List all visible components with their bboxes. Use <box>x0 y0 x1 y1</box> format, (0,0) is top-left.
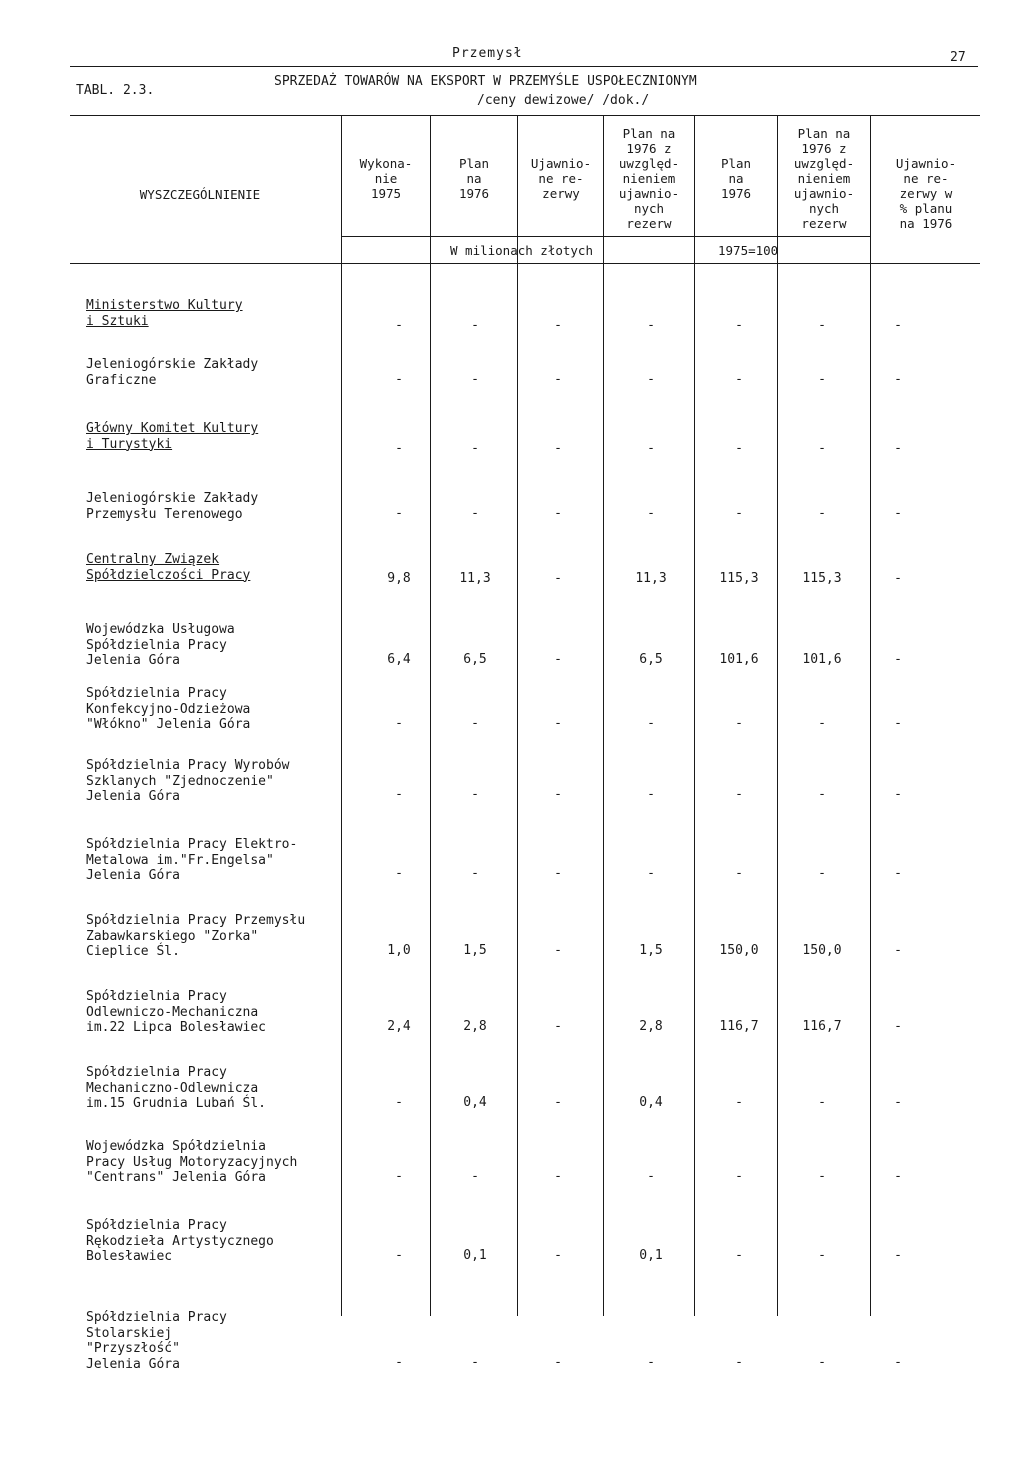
table-cell: - <box>647 372 655 387</box>
table-cell: 2,8 <box>639 1019 663 1034</box>
table-cell: - <box>894 441 902 456</box>
table-cell: - <box>818 1095 826 1110</box>
table-cell: 1,0 <box>387 943 411 958</box>
table-cell: - <box>395 1355 403 1370</box>
table-cell: - <box>554 787 562 802</box>
table-cell: - <box>894 652 902 667</box>
table-cell: - <box>395 441 403 456</box>
column-header-plan-1976-index: Plan na 1976 <box>720 156 752 201</box>
row-label: Spółdzielnia Pracy Odlewniczo-Mechaniczna im.22 Lipca Bolesławiec <box>86 989 267 1035</box>
table-cell: - <box>471 372 479 387</box>
table-title: SPRZEDAŻ TOWARÓW NA EKSPORT W PRZEMYŚLE USPOŁECZNIONYM <box>274 74 697 89</box>
table-cell: 0,4 <box>639 1095 663 1110</box>
table-cell: - <box>735 1169 743 1184</box>
table-cell: - <box>894 372 902 387</box>
table-cell: 150,0 <box>719 943 759 958</box>
table-cell: 115,3 <box>719 571 759 586</box>
row-label: Spółdzielnia Pracy Stolarskiej "Przyszłość" Jelenia Góra <box>86 1310 227 1372</box>
row-label: Centralny Związek Spółdzielczości Pracy <box>86 552 251 583</box>
table-cell: - <box>471 787 479 802</box>
table-cell: - <box>554 1095 562 1110</box>
table-cell: - <box>647 787 655 802</box>
column-header-reserves-percent: Ujawnio- ne re- zerwy w % planu na 1976 <box>895 156 957 231</box>
table-cell: - <box>554 372 562 387</box>
column-header-plan-with-reserves: Plan na 1976 z uwzględ- nieniem ujawnio- nych rezerw <box>618 126 680 231</box>
table-cell: - <box>554 652 562 667</box>
row-label: Spółdzielnia Pracy Rękodzieła Artystycznego Bolesławiec <box>86 1218 274 1264</box>
table-cell: - <box>554 1248 562 1263</box>
unit-index-label: 1975=100 <box>718 243 779 258</box>
row-label: Spółdzielnia Pracy Elektro- Metalowa im."Fr.Engelsa" Jelenia Góra <box>86 837 298 883</box>
table-cell: - <box>647 506 655 521</box>
table-cell: - <box>395 318 403 333</box>
table-cell: - <box>735 787 743 802</box>
table-cell: 11,3 <box>459 571 491 586</box>
table-cell: - <box>735 372 743 387</box>
column-header-revealed-reserves: Ujawnio- ne re- zerwy <box>530 156 592 201</box>
table-subtitle: /ceny dewizowe/ /dok./ <box>477 93 650 108</box>
row-label: Główny Komitet Kultury i Turystyki <box>86 421 259 452</box>
table-cell: - <box>647 1169 655 1184</box>
row-label: Jeleniogórskie Zakłady Przemysłu Terenowego <box>86 491 259 522</box>
table-cell: - <box>894 1248 902 1263</box>
table-cell: - <box>471 441 479 456</box>
table-cell: - <box>735 866 743 881</box>
table-cell: - <box>471 866 479 881</box>
column-divider <box>341 116 342 1316</box>
row-label: Ministerstwo Kultury i Sztuki <box>86 298 243 329</box>
table-cell: - <box>395 1095 403 1110</box>
table-cell: - <box>818 441 826 456</box>
table-cell: - <box>894 787 902 802</box>
table-cell: - <box>554 716 562 731</box>
table-cell: - <box>647 318 655 333</box>
table-cell: - <box>647 441 655 456</box>
table-cell: 2,4 <box>387 1019 411 1034</box>
table-cell: 0,4 <box>463 1095 487 1110</box>
unit-millions-label: W milionach złotych <box>450 243 593 258</box>
header-bottom-rule <box>70 263 980 264</box>
table-cell: - <box>554 318 562 333</box>
row-label: Jeleniogórskie Zakłady Graficzne <box>86 357 259 388</box>
table-cell: - <box>894 716 902 731</box>
table-cell: 116,7 <box>802 1019 842 1034</box>
table-cell: 101,6 <box>719 652 759 667</box>
header-rule <box>70 66 978 67</box>
column-divider <box>694 116 695 1316</box>
table-cell: 101,6 <box>802 652 842 667</box>
table-cell: - <box>395 866 403 881</box>
table-cell: - <box>395 787 403 802</box>
table-cell: - <box>894 571 902 586</box>
row-label: Spółdzielnia Pracy Mechaniczno-Odlewnicza im.15 Grudnia Lubań Śl. <box>86 1065 267 1111</box>
table-cell: - <box>554 1019 562 1034</box>
table-cell: 0,1 <box>463 1248 487 1263</box>
table-cell: - <box>735 716 743 731</box>
row-label: Spółdzielnia Pracy Wyrobów Szklanych "Zjednoczenie" Jelenia Góra <box>86 758 290 804</box>
table-cell: - <box>818 372 826 387</box>
table-cell: - <box>471 318 479 333</box>
table-cell: - <box>818 1355 826 1370</box>
column-header-plan-with-reserves-index: Plan na 1976 z uwzględ- nieniem ujawnio- nych rezerw <box>793 126 855 231</box>
page-number: 27 <box>950 50 966 65</box>
table-cell: - <box>894 506 902 521</box>
table-cell: - <box>894 1095 902 1110</box>
table-cell: - <box>818 716 826 731</box>
table-cell: 6,4 <box>387 652 411 667</box>
row-label: Spółdzielnia Pracy Konfekcyjno-Odzieżowa "Włókno" Jelenia Góra <box>86 686 251 732</box>
table-cell: - <box>395 716 403 731</box>
table-cell: - <box>735 318 743 333</box>
table-cell: - <box>554 866 562 881</box>
row-label: Spółdzielnia Pracy Przemysłu Zabawkarskiego "Zorka" Cieplice Śl. <box>86 913 306 959</box>
table-cell: 11,3 <box>635 571 667 586</box>
table-cell: - <box>818 866 826 881</box>
table-cell: - <box>471 716 479 731</box>
unit-rule <box>342 236 870 237</box>
table-cell: - <box>818 318 826 333</box>
table-cell: - <box>395 1248 403 1263</box>
column-divider <box>517 116 518 1316</box>
table-cell: 1,5 <box>463 943 487 958</box>
table-cell: - <box>735 1248 743 1263</box>
table-cell: - <box>894 318 902 333</box>
column-header-label: WYSZCZEGÓLNIENIE <box>139 187 261 202</box>
column-header-plan-1976: Plan na 1976 <box>458 156 490 201</box>
table-cell: - <box>894 1019 902 1034</box>
table-cell: - <box>554 441 562 456</box>
table-cell: - <box>471 506 479 521</box>
table-cell: 6,5 <box>463 652 487 667</box>
column-header-execution-1975: Wykona- nie 1975 <box>359 156 413 201</box>
table-cell: - <box>894 943 902 958</box>
table-cell: 0,1 <box>639 1248 663 1263</box>
table-cell: - <box>894 866 902 881</box>
table-cell: - <box>647 716 655 731</box>
table-cell: - <box>395 506 403 521</box>
table-cell: 6,5 <box>639 652 663 667</box>
table-cell: 1,5 <box>639 943 663 958</box>
table-cell: - <box>395 1169 403 1184</box>
table-cell: - <box>471 1355 479 1370</box>
table-cell: - <box>554 943 562 958</box>
table-cell: 116,7 <box>719 1019 759 1034</box>
table-cell: - <box>647 866 655 881</box>
table-cell: - <box>554 1355 562 1370</box>
table-cell: - <box>894 1169 902 1184</box>
table-cell: - <box>647 1355 655 1370</box>
column-divider <box>603 116 604 1316</box>
table-top-rule <box>70 115 980 116</box>
table-cell: - <box>735 1095 743 1110</box>
table-cell: - <box>894 1355 902 1370</box>
row-label: Wojewódzka Spółdzielnia Pracy Usług Motoryzacyjnych "Centrans" Jelenia Góra <box>86 1139 298 1185</box>
table-cell: - <box>554 571 562 586</box>
column-divider <box>777 116 778 1316</box>
table-cell: 150,0 <box>802 943 842 958</box>
table-cell: - <box>735 1355 743 1370</box>
table-cell: - <box>818 1248 826 1263</box>
section-title: Przemysł <box>452 46 523 61</box>
table-cell: - <box>818 506 826 521</box>
table-cell: - <box>818 787 826 802</box>
table-cell: - <box>395 372 403 387</box>
table-cell: - <box>735 441 743 456</box>
table-cell: - <box>554 506 562 521</box>
table-cell: - <box>471 1169 479 1184</box>
table-label: TABL. 2.3. <box>76 83 155 98</box>
table-cell: 2,8 <box>463 1019 487 1034</box>
table-cell: - <box>818 1169 826 1184</box>
table-cell: 115,3 <box>802 571 842 586</box>
table-cell: - <box>735 506 743 521</box>
row-label: Wojewódzka Usługowa Spółdzielnia Pracy Jelenia Góra <box>86 622 235 668</box>
table-cell: 9,8 <box>387 571 411 586</box>
table-cell: - <box>554 1169 562 1184</box>
